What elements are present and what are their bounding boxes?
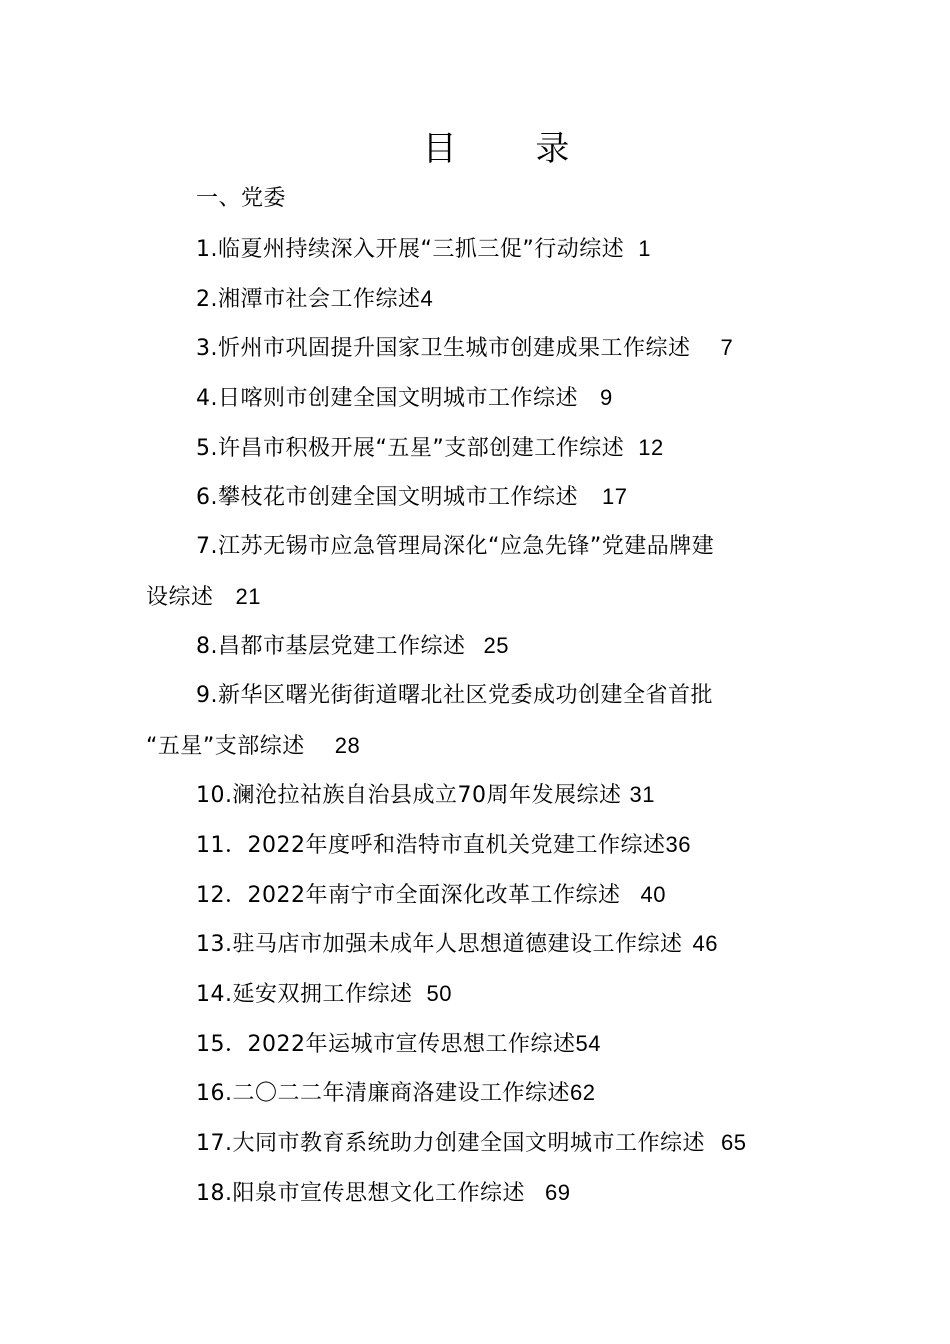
toc-entry[interactable] — [196, 234, 651, 265]
toc-entry-page: 40 — [640, 882, 666, 907]
toc-entry[interactable] — [196, 631, 509, 662]
page-title: 目 录 — [422, 129, 604, 169]
toc-entry-page: 12 — [638, 435, 664, 460]
toc-entry[interactable] — [196, 1178, 570, 1209]
toc-entry-title: 14.延安双拥工作综述 — [196, 982, 413, 1007]
toc-entry-page: 50 — [426, 981, 452, 1006]
toc-entry-page: 54 — [575, 1031, 601, 1056]
toc-entry-title-cont: “五星”支部综述 — [146, 734, 305, 759]
toc-entry[interactable] — [196, 979, 452, 1010]
toc-entry[interactable] — [196, 333, 733, 364]
toc-entry-page: 4 — [420, 286, 434, 311]
toc-entry[interactable] — [196, 383, 613, 414]
toc-entry-title: 13.驻马店市加强未成年人思想道德建设工作综述 — [196, 932, 683, 957]
toc-entry-title: 16.二〇二二年清廉商洛建设工作综述 — [196, 1081, 570, 1106]
toc-entry-title: 11．2022年度呼和浩特市直机关党建工作综述 — [196, 833, 666, 858]
toc-entry-title: 12．2022年南宁市全面深化改革工作综述 — [196, 883, 621, 908]
toc-entry-page: 17 — [602, 484, 628, 509]
toc-entry[interactable] — [196, 780, 655, 811]
toc-entry-title: 3.忻州市巩固提升国家卫生城市创建成果工作综述 — [196, 336, 691, 361]
toc-entry-page: 65 — [721, 1130, 747, 1155]
toc-entry-page: 62 — [570, 1080, 596, 1105]
toc-entry-page: 21 — [235, 584, 261, 609]
toc-entry[interactable] — [196, 830, 691, 861]
toc-entry-page: 9 — [600, 385, 613, 410]
toc-entry[interactable] — [196, 532, 714, 562]
toc-entry[interactable] — [196, 1128, 746, 1159]
toc-entry-page: 31 — [629, 782, 655, 807]
toc-entry-continuation[interactable] — [146, 731, 360, 762]
toc-entry-page: 36 — [665, 832, 691, 857]
toc-entry[interactable] — [196, 482, 627, 513]
toc-entry-page: 28 — [334, 733, 361, 758]
toc-entry[interactable] — [196, 1078, 595, 1109]
toc-entry-continuation[interactable] — [146, 582, 261, 613]
toc-entry-title-cont: 设综述 — [146, 585, 214, 610]
toc-entry-title: 7.江苏无锡市应急管理局深化“应急先锋”党建品牌建 — [196, 534, 715, 559]
toc-entry-title: 2.湘潭市社会工作综述 — [196, 287, 421, 312]
section-heading: 一、党委 — [196, 186, 287, 211]
toc-entry[interactable] — [196, 284, 433, 315]
toc-entry-page: 69 — [545, 1180, 571, 1205]
toc-entry-title: 15．2022年运城市宣传思想工作综述 — [196, 1032, 576, 1057]
toc-entry-page: 46 — [692, 931, 718, 956]
toc-entry-title: 9.新华区曙光街街道曙北社区党委成功创建全省首批 — [196, 683, 713, 708]
toc-entry-title: 8.昌都市基层党建工作综述 — [196, 634, 466, 659]
toc-entry[interactable] — [196, 929, 718, 960]
toc-entry[interactable] — [196, 880, 666, 911]
toc-entry-title: 17.大同市教育系统助力创建全国文明城市工作综述 — [196, 1131, 705, 1156]
toc-entry-title: 6.攀枝花市创建全国文明城市工作综述 — [196, 485, 578, 510]
toc-entry-title: 4.日喀则市创建全国文明城市工作综述 — [196, 386, 578, 411]
toc-entry-title: 1.临夏州持续深入开展“三抓三促”行动综述 — [196, 237, 625, 262]
toc-entry-page: 1 — [638, 236, 652, 261]
toc-entry-title: 5.许昌市积极开展“五星”支部创建工作综述 — [196, 436, 625, 461]
toc-entry[interactable] — [196, 681, 713, 711]
toc-entry-title: 10.澜沧拉祜族自治县成立70周年发展综述 — [196, 783, 622, 808]
toc-entry-page: 7 — [720, 335, 734, 360]
toc-entry-page: 25 — [483, 633, 509, 658]
toc-entry[interactable] — [196, 1029, 601, 1060]
toc-entry[interactable] — [196, 433, 664, 464]
toc-entry-title: 18.阳泉市宣传思想文化工作综述 — [196, 1181, 525, 1206]
